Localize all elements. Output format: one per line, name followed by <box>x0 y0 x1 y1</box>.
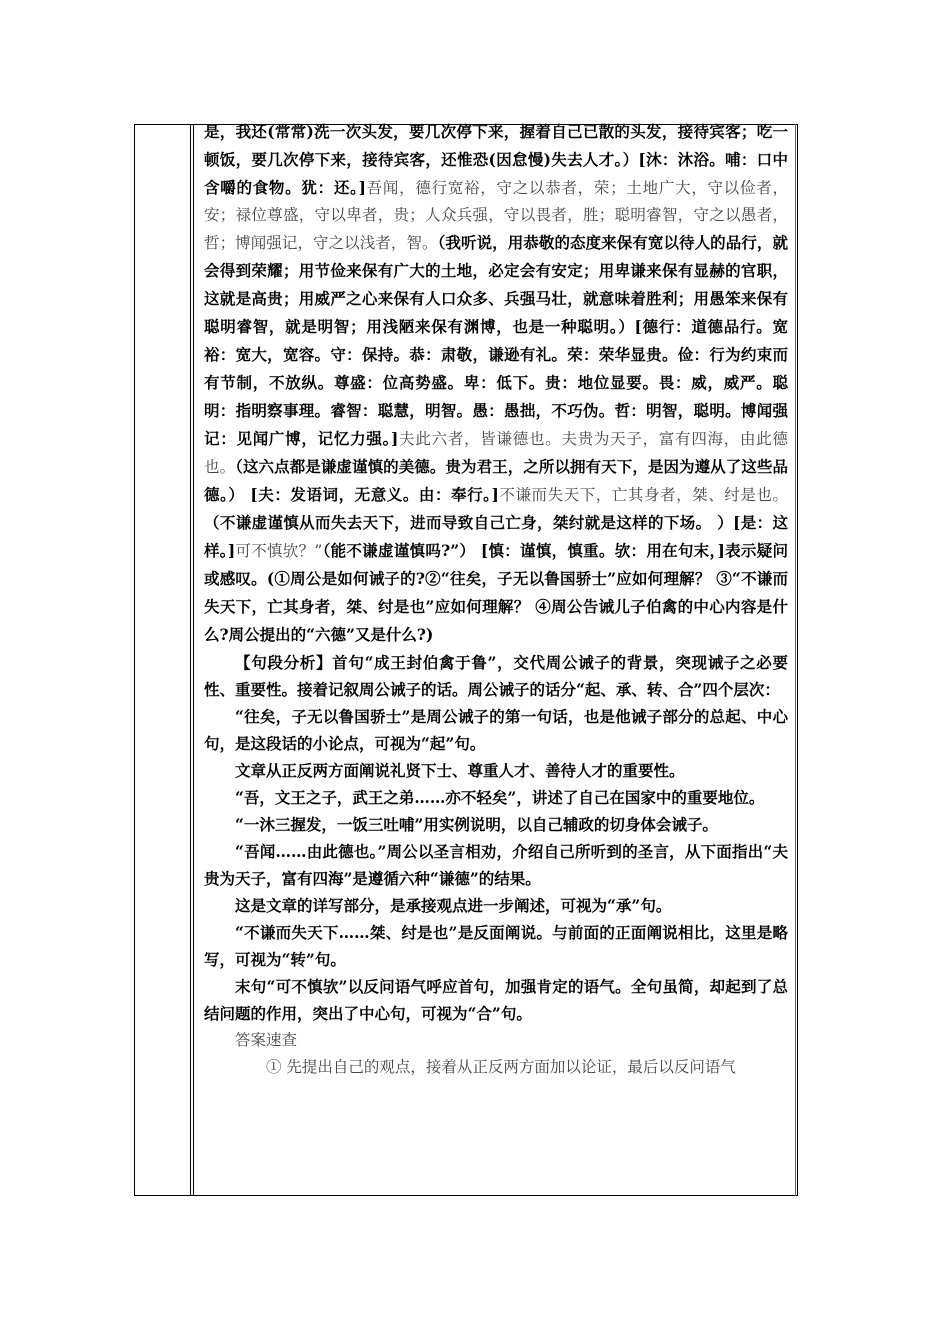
column-divider <box>190 124 191 1196</box>
text-segment: （不谦虚谨慎从而失去天下，进而导致自己亡身，桀纣就是这样的下场。 ）[是：这样。] <box>204 513 788 560</box>
paragraph-analysis-1: “往矣，子无以鲁国骄士”是周公诫子的第一句话，也是他诫子部分的总起、中心句，是这段话的小论点，可视为“起”句。 <box>204 707 788 753</box>
paragraph-analysis-8: 末句“可不慎欤”以反问语气呼应首句，加强肯定的语气。全句虽简，却起到了总结问题的作用，突出了中心句，可视为“合”句。 <box>204 977 788 1023</box>
text-segment: （这六点都是谦虚谨慎的美德。贵为君王，之所以拥有天下，是因为遵从了这些品德。） [夫：发语词，无意义。由：奉行。] <box>204 457 788 504</box>
paragraph-analysis-7: “不谦而失天下……桀、纣是也”是反面阐说。与前面的正面阐说相比，这里是略写，可视为“转”句。 <box>204 923 788 969</box>
answer-item-1: ① 先提出自己的观点，接着从正反两方面加以论证，最后以反问语气 <box>266 1058 736 1076</box>
right-border-inner <box>795 124 796 1196</box>
paragraph-analysis-intro: 【句段分析】首句“成王封伯禽于鲁”，交代周公诫子的背景，突现诫子之必要性、重要性。接着记叙周公诫子的话。周公诫子的话分“起、承、转、合”四个层次： <box>204 653 788 699</box>
text-segment: （能不谦虚谨慎吗?”） [慎：谨慎，慎重。欤：用在句末，]表示疑问或感叹。(①周公是如何诫子的?②“往矣，子无以鲁国骄士”应如何理解？ ③“不谦而失天下，亡其身者，桀、纣是也”应如何理解？ ④周公告诫儿子伯禽的中心内容是什么?周公提出的“六德”又是什么?) <box>204 541 788 644</box>
answer-heading: 答案速查 <box>235 1031 298 1049</box>
text-segment: [沐：沐浴。哺：口中含嚼的食物。犹：还。] <box>204 150 788 197</box>
paragraph-analysis-6: 这是文章的详写部分，是承接观点进一步阐述，可视为“承”句。 <box>235 896 672 915</box>
document-content <box>204 118 788 1081</box>
paragraph-analysis-2: 文章从正反两方面阐说礼贤下士、尊重人才、善待人才的重要性。 <box>235 761 685 780</box>
paragraph-translation <box>204 118 788 649</box>
text-segment: 是，我还(常常)洗一次头发，要几次停下来，握着自己已散的头发，接待宾客；吃一顿饭，要几次停下来，接待宾客，还惟恐(因怠慢)失去人才。） <box>204 122 788 169</box>
text-segment: （我听说，用恭敬的态度来保有宽以待人的品行，就会得到荣耀；用节俭来保有广大的土地，必定会有安定；用卑谦来保有显赫的官职，这就是高贵；用威严之心来保有人口众多、兵强马壮，就意味着胜利；用愚笨来保有聪明睿智，就是明智；用浅陋来保有渊博，也是一种聪明。）[德行：道德品行。宽裕：宽大，宽容。守：保持。恭：肃敬，谦逊有礼。荣：荣华显贵。俭：行为约束而有节制，不放纵。尊盛：位高势盛。卑：低下。贵：地位显要。畏：威，威严。聪明：指明察事理。睿智：聪慧，明智。愚：愚拙，不巧伪。哲：明智，聪明。博闻强记：见闻广博，记忆力强。] <box>204 233 788 448</box>
paragraph-analysis-5: “吾闻……由此德也。”周公以圣言相劝，介绍自己所听到的圣言，从下面指出“夫贵为天子，富有四海”是遵循六种“谦德”的结果。 <box>204 842 788 888</box>
paragraph-analysis-4: “一沐三握发，一饭三吐哺”用实例说明，以自己辅政的切身体会诫子。 <box>235 815 718 834</box>
text-segment: 吾闻，德行宽裕，守之以恭者，荣；土地广大，守以俭者，安；禄位尊盛，守以卑者，贵；人众兵强，守以畏者，胜；聪明睿智，守之以愚者，哲；博闻强记，守之以浅者，智。 <box>204 179 788 252</box>
paragraph-analysis-3: “吾，文王之子，武王之弟……亦不轻矣”，讲述了自己在国家中的重要地位。 <box>235 788 765 807</box>
text-segment: 可不慎欤？” <box>235 542 323 560</box>
text-segment: 夫此六者，皆谦德也。夫贵为天子，富有四海，由此德也。 <box>204 430 788 476</box>
text-segment: 不谦而失天下，亡其身者，桀、纣是也。 <box>498 486 788 504</box>
column-divider-double <box>193 124 194 1196</box>
